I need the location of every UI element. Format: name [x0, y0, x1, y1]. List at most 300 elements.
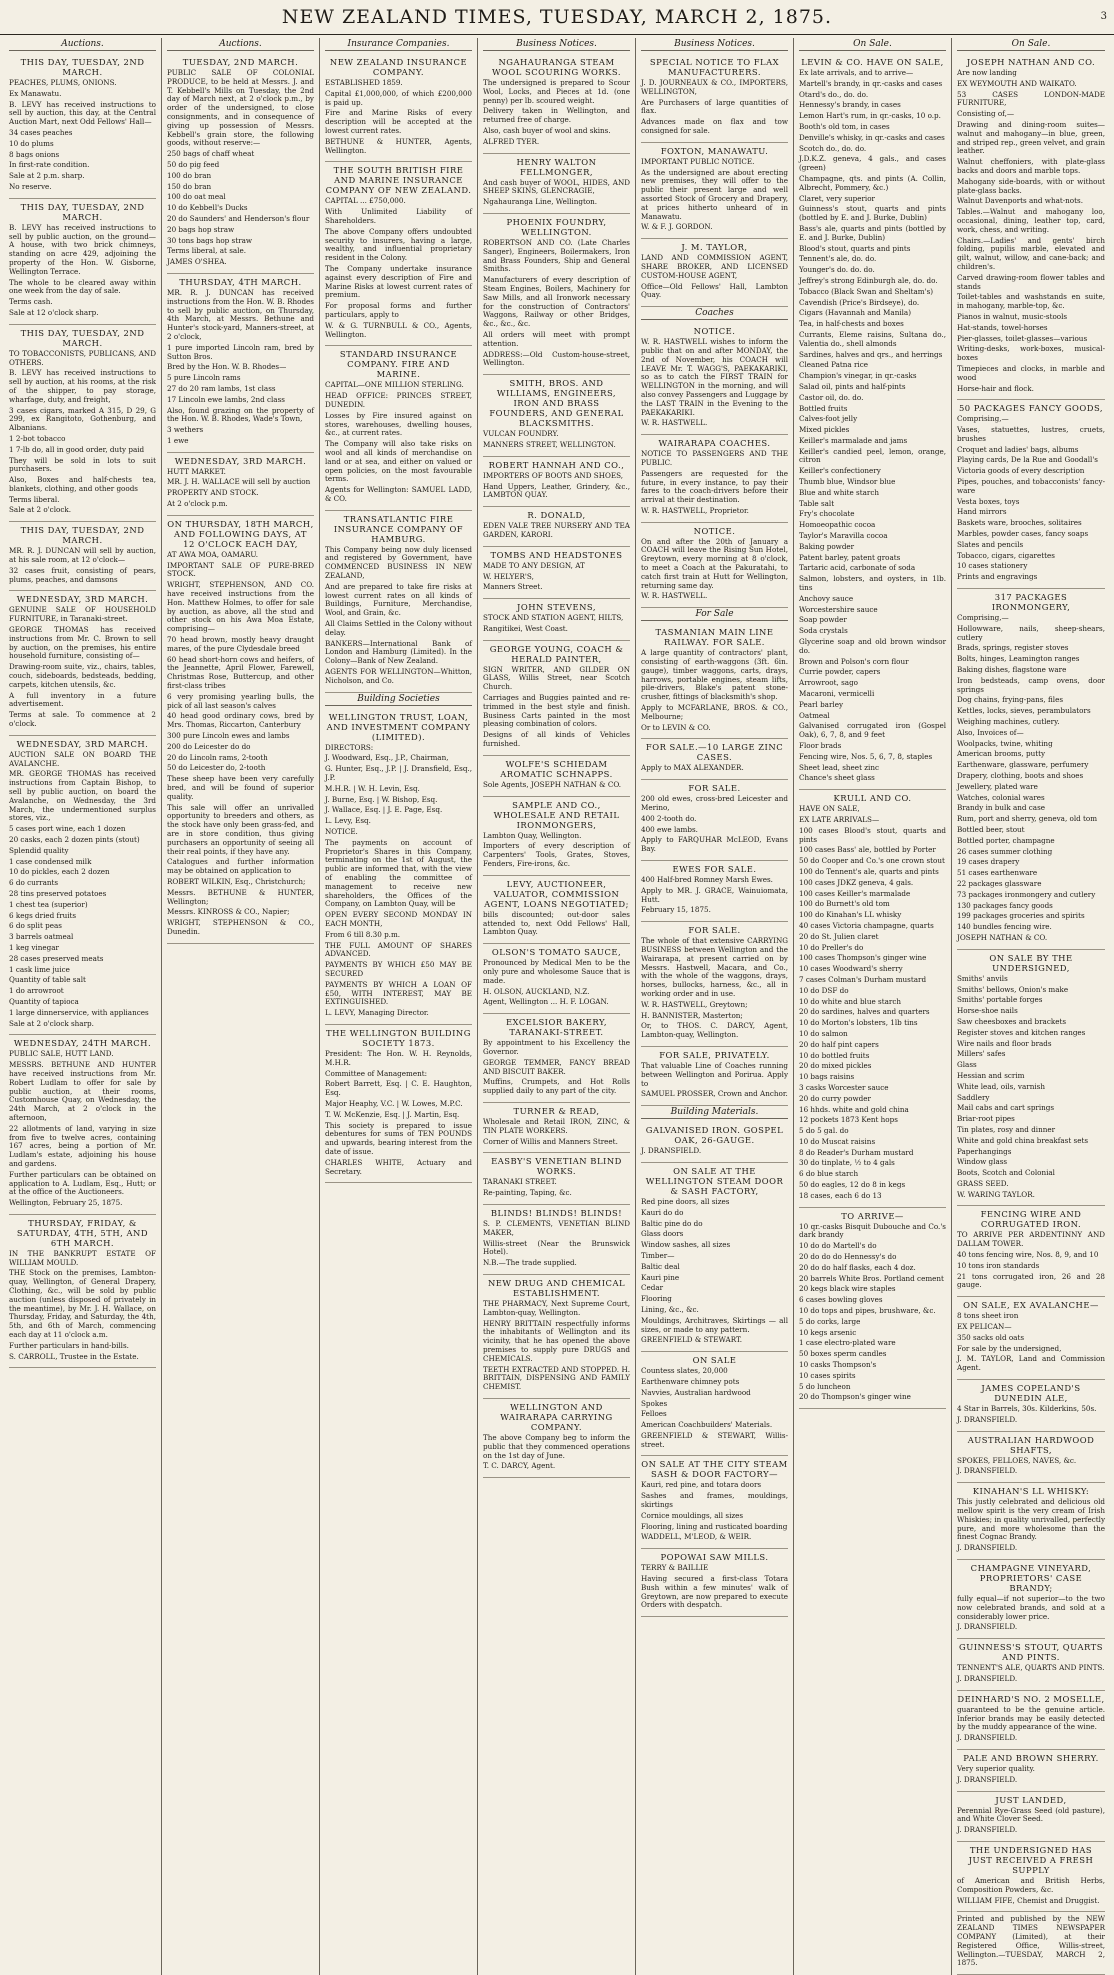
advertisement-text: Designs of all kinds of Vehicles furnished.	[483, 730, 630, 749]
advertisement-text: Taylor's Maravilla cocoa	[799, 531, 888, 541]
advertisement-text: 8 bags onions	[9, 149, 60, 159]
advertisement-text: H. OLSON, AUCKLAND, N.Z.	[483, 986, 590, 996]
advertisement-text: Cedar	[641, 1283, 664, 1293]
advertisement-text: Cavendish (Price's Birdseye), do.	[799, 297, 920, 307]
advertisement	[799, 1208, 946, 1410]
advertisement-text: fully equal—if not superior—to the two now celebrated brands, and sold at a considerably lower price.	[957, 1594, 1105, 1621]
advertisement-text: WRIGHT, STEPHENSON, AND CO. have received instructions from the Hon. Matthew Holmes, to offer for sale by auction, as above, all the stud and other stock on his Awa Moa Estate, comprising—	[167, 580, 314, 634]
advertisement-text: 51 cases earthenware	[957, 868, 1038, 878]
column-7	[952, 38, 1110, 1975]
advertisement-text: Worcestershire sauce	[799, 604, 878, 614]
advertisement-text: Quantity of tapioca	[9, 996, 79, 1006]
advertisement-heading: SAMPLE AND CO., WHOLESALE AND RETAIL IRONMONGERS,	[493, 799, 620, 830]
section-header: Auctions.	[9, 38, 156, 51]
advertisement-text: Macaroni, vermicelli	[799, 689, 875, 699]
advertisement-heading: NGAHAURANGA STEAM WOOL SCOURING WORKS.	[491, 57, 622, 77]
advertisement-text: Also, Boxes and half-chests tea, blankets, clothing, and other goods	[9, 475, 156, 493]
advertisement-text: 6 do currants	[9, 878, 59, 888]
advertisement-text: 40 tons fencing wire, Nos. 8, 9, and 10	[957, 1250, 1099, 1260]
advertisement-text: The whole to be cleared away within one week from the day of sale.	[9, 277, 156, 296]
advertisement-text: Rangitikei, West Coast.	[483, 623, 568, 633]
advertisement-text: Corner of Willis and Manners Street.	[483, 1136, 618, 1146]
advertisement-text: J. D. JOURNEAUX & CO., IMPORTERS, WELLINGTON,	[641, 78, 788, 96]
advertisement-heading: NOTICE.	[693, 326, 736, 337]
advertisement-text: TO ARRIVE PER ARDENTINNY AND DALLAM TOWER.	[957, 1230, 1105, 1249]
advertisement-text: S. CARROLL, Trustee in the Estate.	[9, 1351, 139, 1361]
advertisement-text: THE PHARMACY, Next Supreme Court, Lambton-quay, Wellington.	[483, 1298, 630, 1317]
advertisement	[483, 54, 630, 154]
advertisement-text: 20 do half pint capers	[799, 1039, 879, 1049]
advertisement	[641, 54, 788, 143]
advertisement-text: 150 do bran	[167, 181, 212, 191]
advertisement-text: Kauri do do	[641, 1207, 684, 1217]
advertisement-text: GEORGE TEMMER, FANCY BREAD AND BISCUIT BAKER.	[483, 1057, 630, 1076]
advertisement-text: Blue and white starch	[799, 487, 880, 497]
advertisement-text: WADDELL, M'LEOD, & WEIR.	[641, 1532, 752, 1542]
advertisement-text: Booth's old tom, in cases	[799, 121, 890, 131]
advertisement-text: 50 do eagles, 12 do 8 in kegs	[799, 1180, 906, 1190]
advertisement-text: Comprising,—	[957, 613, 1009, 623]
masthead-title: NEW ZEALAND TIMES, TUESDAY, MARCH 2, 1875.	[281, 6, 833, 28]
advertisement-text: Ex Manawatu.	[9, 88, 62, 98]
advertisement-text: TO TOBACCONISTS, PUBLICANS, AND OTHERS.	[9, 348, 156, 367]
advertisement-text: 5 pure Lincoln rams	[167, 373, 241, 383]
advertisement-heading: TURNER & READ,	[513, 1106, 600, 1116]
advertisement	[641, 1163, 788, 1352]
advertisement-text: Glass	[957, 1060, 977, 1070]
advertisement-text: Pronounced by Medical Men to be the only pure and wholesome Sauce that is made.	[483, 958, 630, 985]
advertisement-text: Keiller's candied peel, lemon, orange, citron	[799, 446, 946, 465]
advertisement-text: Salad oil, pints and half-pints	[799, 381, 906, 391]
advertisement-text: Tobacco (Black Swan and Sheltam's)	[799, 286, 934, 296]
advertisement-text: J.D.K.Z. geneva, 4 gals., and cases (green)	[799, 154, 946, 173]
advertisement-text: 30 tons bags hop straw	[167, 235, 253, 245]
advertisement-text: The whole of that extensive CARRYING BUSINESS between Wellington and the Wairarapa, at present carried on by Messrs. Hastwell, Macara, and Co., with the whole of the waggons, drays, horses, bullocks, harness, &c., all in working order and in use.	[641, 936, 788, 998]
advertisement-text: 10 casks Thompson's	[799, 1360, 877, 1370]
advertisement-text: Sheet lead, sheet zinc	[799, 762, 879, 772]
advertisement-text: Further particulars can be obtained on application to A. Ludlam, Esq., Hutt; or at the office of the Auctioneers.	[9, 1169, 156, 1197]
advertisement-text: Champion's vinegar, in qr.-casks	[799, 371, 917, 381]
advertisement-text: Brads, springs, register stoves	[957, 643, 1069, 653]
advertisement-text: Millers' safes	[957, 1049, 1006, 1059]
advertisement-text: Apply to FARQUHAR McLEOD, Evans Bay.	[641, 835, 788, 854]
advertisement-text: Tea, in half-chests and boxes	[799, 319, 904, 329]
advertisement-text: AUCTION SALE ON BOARD THE AVALANCHE.	[9, 749, 156, 768]
advertisement-heading: NEW DRUG AND CHEMICAL ESTABLISHMENT.	[487, 1277, 626, 1298]
advertisement-text: IMPORTERS OF BOOTS AND SHOES,	[483, 470, 624, 480]
advertisement-heading: THURSDAY, 4TH MARCH.	[179, 276, 302, 287]
advertisement-text: President: The Hon. W. H. Reynolds, M.H.R.	[325, 1048, 472, 1067]
advertisement	[641, 435, 788, 523]
advertisement-text: 140 bundles fencing wire.	[957, 922, 1052, 932]
advertisement-heading: TASMANIAN MAIN LINE RAILWAY. FOR SALE.	[655, 627, 774, 648]
advertisement-text: Earthenware chimney pots	[641, 1376, 740, 1386]
advertisement-text: Vases, statuettes, lustres, cruets, brushes	[957, 425, 1105, 443]
advertisement-heading: EXCELSIOR BAKERY, TARANAKI-STREET.	[505, 1017, 608, 1038]
advertisement-text: 200 old ewes, cross-bred Leicester and Merino,	[641, 794, 788, 813]
advertisement	[9, 199, 156, 325]
advertisement-text: Table salt	[799, 498, 835, 508]
advertisement-text: White and gold china breakfast sets	[957, 1135, 1089, 1145]
advertisement-text: 50 boxes sperm candles	[799, 1349, 887, 1359]
advertisement-heading: OLSON'S TOMATO SAUCE,	[491, 947, 622, 958]
advertisement-heading: THIS DAY, TUESDAY, 2ND MARCH.	[20, 57, 145, 77]
advertisement-text: 400 2-tooth do.	[641, 813, 697, 823]
advertisement	[483, 154, 630, 214]
advertisement-text: NOTICE.	[325, 827, 358, 837]
advertisement-text: Patent barley, patent groats	[799, 552, 901, 562]
advertisement-text: CAPITAL—ONE MILLION STERLING.	[325, 380, 464, 390]
advertisement-heading: GALVANISED IRON. GOSPEL OAK, 26-GAUGE.	[645, 1125, 784, 1146]
advertisement-text: 20 barrels White Bros. Portland cement	[799, 1273, 944, 1283]
advertisement-text: Drawing and dining-room suites—walnut and mahogany—in blue, green, and striped rep., green velvet, and grain leather.	[957, 119, 1105, 156]
advertisement-text: MADE TO ANY DESIGN, AT	[483, 560, 585, 570]
advertisement-text: The Company undertake insurance against every description of Fire and Marine Risks at lowest current rates of premium.	[325, 263, 472, 300]
advertisement-text: Terms liberal, at sale.	[167, 246, 247, 256]
advertisement-text: LAND AND COMMISSION AGENT, SHARE BROKER, AND LICENSED CUSTOM-HOUSE AGENT,	[641, 253, 788, 280]
advertisement	[641, 1352, 788, 1456]
advertisement-text: Messrs. KINROSS & CO., Napier;	[167, 907, 290, 917]
advertisement-text: This Company being now duly licensed and registered by Government, have COMMENCED BUSINESS IN NEW ZEALAND,	[325, 544, 472, 581]
advertisement-text: Marbles, powder cases, fancy soaps	[957, 529, 1089, 539]
advertisement-text: Further particulars in hand-bills.	[9, 1340, 129, 1350]
advertisement-text: 10 do salmon	[799, 1028, 848, 1038]
advertisement-text: THE Stock on the premises, Lambton-quay, Wellington, of General Drapery, Clothing, &c., will be sold by public auction (unless disposed of privately in the meantime), by Mr. J. H. Wallace, on Thursday, Friday, and Saturday, the 4th, 5th, and 6th of March, commencing each day at 11 o'clock a.m.	[9, 1268, 156, 1340]
advertisement	[957, 589, 1105, 950]
advertisement-text: 1 7-lb do, all in good order, duty paid	[9, 444, 145, 454]
advertisement-text: 1 keg vinegar	[9, 942, 59, 952]
advertisement-text: Lining, &c., &c.	[641, 1304, 699, 1314]
advertisement	[641, 523, 788, 609]
advertisement-text: 32 cases fruit, consisting of pears, plums, peaches, and damsons	[9, 565, 156, 584]
advertisement-text: Pier-glasses, toilet-glasses—various	[957, 333, 1088, 343]
advertisement-text: Hat-stands, towel-horses	[957, 322, 1048, 332]
advertisement-heading: ROBERT HANNAH AND CO.,	[488, 459, 625, 470]
advertisement-text: Office—Old Fellows' Hall, Lambton Quay.	[641, 281, 788, 300]
advertisement-text: For sale by the undersigned,	[957, 1343, 1062, 1353]
advertisement-text: These sheep have been very carefully bred, and will be found of superior quality.	[167, 774, 314, 801]
advertisement-text: PEACHES, PLUMS, ONIONS.	[9, 78, 117, 87]
advertisement-text: As the undersigned are about erecting new premises, they will offer to the public their present large and well assorted Stock of Grocery and Drapery, at prices hitherto unheard of in Manawatu.	[641, 167, 788, 221]
advertisement-text: Importers of every description of Carpenters' Tools, Grates, Stoves, Fenders, Fire-irons, &c.	[483, 841, 630, 869]
advertisement	[641, 780, 788, 861]
advertisement-text: Hessian and scrim	[957, 1070, 1025, 1080]
advertisement-text: 21 tons corrugated iron, 26 and 28 gauge.	[957, 1271, 1105, 1290]
advertisement-text: CAPITAL ... £750,000.	[325, 196, 406, 206]
advertisement-text: 28 tins preserved potatoes	[9, 888, 107, 898]
newspaper-columns	[4, 38, 1110, 1968]
advertisement-text: By appointment to his Excellency the Governor.	[483, 1038, 630, 1057]
advertisement-text: Spokes	[641, 1398, 668, 1408]
advertisement-text: Brown and Polson's corn flour	[799, 656, 909, 666]
column-1	[4, 38, 162, 1975]
advertisement-text: Keiller's marmalade and jams	[799, 435, 908, 445]
advertisement	[325, 54, 472, 162]
advertisement-text: HAVE ON SALE,	[799, 804, 860, 814]
advertisement-text: 100 cases Blood's stout, quarts and pints	[799, 825, 946, 844]
advertisement-text: Manners Street.	[483, 582, 543, 592]
advertisement-text: Window sashes, all sizes	[641, 1240, 731, 1250]
advertisement-text: This society is prepared to issue debentures for sums of TEN POUNDS and upwards, bearing interest from the date of issue.	[325, 1120, 472, 1156]
advertisement-text: 3 casks Worcester sauce	[799, 1082, 889, 1092]
advertisement-heading: PALE AND BROWN SHERRY.	[963, 1752, 1099, 1763]
advertisement-text: J. DRANSFIELD.	[957, 1543, 1018, 1553]
advertisement-text: J. DRANSFIELD.	[957, 1622, 1018, 1632]
advertisement-text: 20 do Thompson's ginger wine	[799, 1392, 911, 1402]
advertisement-text: Kauri, red pine, and totara doors	[641, 1480, 762, 1490]
advertisement-text: W. & F. J. GORDON.	[641, 222, 713, 232]
advertisement-text: 10 do Kebbell's Ducks	[167, 203, 248, 213]
advertisement-text: 20 do curry powder	[799, 1093, 871, 1103]
advertisement-text: DIRECTORS:	[325, 742, 374, 752]
advertisement-heading: J. M. TAYLOR,	[681, 242, 748, 253]
advertisement-text: 50 do Cooper and Co.'s one crown stout	[799, 856, 945, 866]
advertisement-text: Jewellery, plated ware	[957, 781, 1038, 791]
advertisement	[641, 323, 788, 435]
advertisement-heading: THE WELLINGTON BUILDING SOCIETY 1873.	[326, 1027, 471, 1048]
advertisement-text: HUTT MARKET.	[167, 466, 226, 476]
advertisement-text: Chairs.—Ladies' and gents' birch folding, pupilis marble, elevated and gilt, walnut, willow, and cane-back; and children's.	[957, 235, 1105, 271]
advertisement-text: VULCAN FOUNDRY.	[483, 429, 559, 439]
advertisement-text: Otard's do., do. do.	[799, 89, 869, 99]
advertisement-text: B. LEVY has received instructions to sell by auction, this day, at the Central Auction Mart, next Odd Fellows' Hall—	[9, 99, 156, 127]
advertisement-heading: PHOENIX FOUNDRY, WELLINGTON.	[506, 216, 607, 237]
advertisement-text: Timepieces and clocks, in marble and wood	[957, 363, 1105, 382]
advertisement-text: Baking dishes, flagstone ware	[957, 665, 1067, 675]
advertisement-text: 1 case electro-plated ware	[799, 1338, 896, 1348]
advertisement-text: OPEN EVERY SECOND MONDAY IN EACH MONTH,	[325, 910, 472, 928]
advertisement-text: J. Wallace, Esq. | J. E. Page, Esq.	[325, 805, 443, 815]
advertisement-text: J. Burne, Esq. | W. Bishop, Esq.	[325, 794, 438, 804]
advertisement-text: Cleaned Patna rice	[799, 360, 869, 370]
advertisement-text: 27 do 20 ram lambs, 1st class	[167, 383, 276, 393]
advertisement-text: Ngahauranga Line, Wellington.	[483, 197, 598, 207]
advertisement-text: 12 pockets 1873 Kent hops	[799, 1115, 898, 1125]
advertisement-text: B. LEVY has received instructions to sell by public auction, on the ground— A house, with two brick chimneys, standing on acre 429, adjoining the property of the Hon. W. Gisborne, Wellington Terrace.	[9, 222, 156, 276]
advertisement-heading: JOSEPH NATHAN AND CO.	[966, 57, 1096, 67]
advertisement-text: 5 do luncheon	[799, 1381, 851, 1391]
advertisement-text: 10 bags raisins	[799, 1072, 855, 1082]
advertisement-text: HENRY BRITTAIN respectfully informs the inhabitants of Wellington and its vicinity, that he has opened the above premises to supply pure DRUGS and CHEMICALS.	[483, 1318, 630, 1363]
advertisement	[957, 1297, 1105, 1380]
advertisement-text: 1 pure imported Lincoln ram, bred by Sutton Bros.	[167, 342, 314, 361]
advertisement-text: Soda crystals	[799, 626, 848, 636]
advertisement-text: This sale will offer an unrivalled opportunity to breeders and others, as the stock have only been grass-fed, and are in store condition, thus giving purchasers an opportunity of seeing all their real points, if they have any.	[167, 802, 314, 856]
section-header: Coaches	[641, 307, 788, 320]
advertisement-text: Galvanised corrugated iron (Gospel Oak), 6, 7, 8, and 9 feet	[799, 721, 946, 740]
advertisement-text: IMPORTANT SALE OF PURE-BRED STOCK.	[167, 560, 314, 579]
advertisement-heading: LEVIN & CO. HAVE ON SALE,	[801, 57, 944, 67]
advertisement	[483, 1103, 630, 1153]
advertisement-text: N.B.—The trade supplied.	[483, 1258, 577, 1268]
advertisement-text: 250 bags of chaff wheat	[167, 149, 255, 159]
advertisement-text: Baltic pine do do	[641, 1218, 703, 1228]
advertisement	[641, 624, 788, 739]
advertisement-text: 28 cases preserved meats	[9, 953, 104, 963]
advertisement-text: GENUINE SALE OF HOUSEHOLD FURNITURE, in Taranaki-street.	[9, 605, 156, 624]
advertisement-text: Navvies, Australian hardwood	[641, 1387, 751, 1397]
advertisement-text: Wire nails and floor brads	[957, 1038, 1052, 1048]
advertisement-text: J. DRANSFIELD.	[957, 1466, 1018, 1476]
advertisement-text: Wholesale and Retail IRON, ZINC, & TIN PLATE WORKERS.	[483, 1117, 630, 1135]
advertisement	[799, 54, 946, 790]
advertisement-text: 100 do bran	[167, 170, 212, 180]
advertisement-text: L. Levy, Esq.	[325, 816, 371, 826]
advertisement-text: The payments on account of Proprietor's Shares in this Company, terminating on the 1st of August, the public are informed that, with the view of enabling the committee of management to receive new shareholders, the Offices of the Company, on Lambton Quay, will be	[325, 837, 472, 909]
advertisement-text: PUBLIC SALE, HUTT LAND.	[9, 1049, 114, 1059]
advertisement-text: Thumb blue, Windsor blue	[799, 477, 896, 487]
advertisement-text: All Claims Settled in the Colony without delay.	[325, 619, 472, 637]
advertisement-heading: TOMBS AND HEADSTONES	[490, 549, 623, 560]
advertisement-text: 1 do arrowroot	[9, 986, 64, 996]
advertisement-text: Chance's sheet glass	[799, 773, 875, 783]
advertisement-text: 40 cases Victoria champagne, quarts	[799, 920, 934, 930]
advertisement-text: TEETH EXTRACTED AND STOPPED. H. BRITTAIN, DISPENSING AND FAMILY CHEMIST.	[483, 1364, 630, 1392]
advertisement-text: bills discounted; out-door sales attended to, next Odd Fellows' Hall, Lambton Quay.	[483, 909, 630, 937]
advertisement	[641, 1047, 788, 1106]
advertisement-text: On and after the 20th of January a COACH will leave the Rising Sun Hotel, Greytown, every morning at 8 o'clock, to meet a Coach at the Pakuratahi, to catch first train at Hutt for Wellington, returning same day.	[641, 536, 788, 590]
advertisement-heading: 317 PACKAGES IRONMONGERY,	[991, 592, 1071, 613]
advertisement-text: ADDRESS:—Old Custom-house-street, Wellington.	[483, 349, 630, 368]
advertisement-text: 50 do pig feed	[167, 159, 220, 169]
advertisement-text: NOTICE TO PASSENGERS AND THE PUBLIC.	[641, 449, 788, 467]
advertisement-text: Capital £1,000,000, of which £200,000 is paid up.	[325, 88, 472, 107]
advertisement-text: Perennial Rye-Grass Seed (old pasture), and White Clover Seed.	[957, 1805, 1105, 1824]
advertisement-text: W. R. HASTWELL wishes to inform the public that on and after MONDAY, the 2nd of November, his COACH will LEAVE Mr. T. WAGG'S, PAEKAKARIKI, so as to catch the FIRST TRAIN for WELLINGTON in the morning, and will also convey Passengers and Luggage by the LAST TRAIN in the Evening to the PAEKAKARIKI.	[641, 337, 788, 417]
advertisement-text: Are Purchasers of large quantities of flax.	[641, 97, 788, 116]
advertisement	[483, 756, 630, 797]
advertisement-text: W. HELYER'S,	[483, 571, 534, 581]
advertisement-text: Watches, colonial wares	[957, 792, 1045, 802]
advertisement-heading: WELLINGTON AND WAIRARAPA CARRYING COMPANY.	[500, 1401, 613, 1432]
advertisement-text: Sale at 2 o'clock.	[9, 505, 71, 515]
advertisement	[957, 1560, 1105, 1639]
advertisement-text: 10 kegs arsenic	[799, 1327, 857, 1337]
advertisement	[483, 876, 630, 944]
advertisement-text: A full inventory in a future advertisement.	[9, 690, 156, 709]
advertisement-text: Anchovy sauce	[799, 593, 854, 603]
advertisement-text: Woolpacks, twine, whiting	[957, 738, 1053, 748]
advertisement-text: Having secured a first-class Totara Bush within a few minutes' walk of Greytown, are now prepared to execute Orders with despatch.	[641, 1574, 788, 1610]
advertisement-text: 22 allotments of land, varying in size from five to twelve acres, containing 167 acres, being a portion of Mr. Ludlam's estate, adjoining his house and gardens.	[9, 1123, 156, 1168]
advertisement-text: Countess slates, 20,000	[641, 1366, 728, 1376]
advertisement-text: 20 do sardines, halves and quarters	[799, 1007, 930, 1017]
advertisement-text: SIGN WRITER, AND GILDER ON GLASS, Willis Street, near Scotch Church.	[483, 664, 630, 692]
advertisement-text: Soap powder	[799, 615, 847, 625]
advertisement-text: Baskets ware, brooches, solitaires	[957, 518, 1082, 528]
advertisement-text: TENNENT'S ALE, QUARTS AND PINTS.	[957, 1663, 1105, 1673]
advertisement-text: Manufacturers of every description of Steam Engines, Boilers, Machinery for Saw Mills, and all Ironwork necessary for the construction of Contractors' Waggons, Railway or other Bridges, &c., &c., &c.	[483, 275, 630, 329]
advertisement-heading: R. DONALD,	[527, 510, 586, 521]
advertisement-heading: WOLFE'S SCHIEDAM AROMATIC SCHNAPPS.	[500, 758, 613, 779]
advertisement-heading: JUST LANDED,	[995, 1794, 1067, 1805]
advertisement	[641, 239, 788, 307]
advertisement-text: MR. R. J. DUNCAN has received instructions from the Hon. W. B. Rhodes to sell by public auction, on Thursday, 4th March, at Messrs. Bethune and Hunter's stock-yard, Manners-street, at 2 o'clock,	[167, 287, 314, 341]
advertisement-text: EDEN VALE TREE NURSERY AND TEA GARDEN, KARORI.	[483, 521, 630, 539]
advertisement-heading: TO ARRIVE—	[841, 1210, 904, 1221]
advertisement-text: Losses by Fire insured against on stores, warehouses, dwelling houses, &c., at current rates.	[325, 410, 472, 438]
advertisement-text: 50 do Leicester do, 2-tooth	[167, 763, 266, 773]
advertisement-text: Carved drawing-room flower tables and stands	[957, 272, 1105, 291]
masthead	[0, 0, 1114, 35]
advertisement-text: Baking powder	[799, 541, 855, 551]
advertisement	[957, 400, 1105, 589]
advertisement	[483, 375, 630, 457]
advertisement-text: EX PELICAN—	[957, 1322, 1012, 1332]
advertisement-text: CHARLES WHITE, Actuary and Secretary.	[325, 1157, 472, 1176]
advertisement-text: 10 cases stationery	[957, 561, 1028, 571]
advertisement-text: Iron bedsteads, camp ovens, door springs	[957, 675, 1105, 694]
advertisement-heading: ON SALE AT THE WELLINGTON STEAM DOOR & SASH FACTORY,	[645, 1165, 784, 1196]
advertisement	[483, 1399, 630, 1478]
advertisement	[9, 325, 156, 523]
advertisement-text: Floor brads	[799, 741, 842, 750]
advertisement-text: 5 cases port wine, each 1 dozen	[9, 824, 126, 834]
advertisement-text: Kettles, locks, sieves, perambulators	[957, 706, 1091, 716]
advertisement-text: HEAD OFFICE: PRINCES STREET, DUNEDIN.	[325, 391, 472, 409]
advertisement-text: Champagne, qts. and pints (A. Collin, Albrecht, Pommery, &c.)	[799, 173, 946, 192]
advertisement-text: 34 cases peaches	[9, 127, 73, 137]
advertisement	[325, 346, 472, 510]
advertisement	[483, 214, 630, 375]
advertisement-text: PUBLIC SALE OF COLONIAL PRODUCE, to be held at Messrs. J. and T. Kebbell's Mills on Tuesday, the 2nd day of March next, at 2 o'clock p.m., by order of the undersigned, to close consignments, and in consequence of giving up possession of Messrs. Kebbell's grain store, the following goods, without reserve:—	[167, 68, 314, 148]
advertisement-text: 6 kegs dried fruits	[9, 910, 77, 920]
advertisement-text: SPOKES, FELLOES, NAVES, &c.	[957, 1455, 1077, 1465]
advertisement-heading: FENCING WIRE AND CORRUGATED IRON.	[980, 1209, 1082, 1230]
advertisement-text: In first-rate condition.	[9, 160, 90, 170]
advertisement-text: Glycerine soap and old brown windsor do.	[799, 637, 946, 655]
advertisement-text: 1 2-bot tobacco	[9, 433, 66, 443]
advertisement-text: Castor oil, do. do.	[799, 392, 864, 402]
advertisement-text: PAYMENTS BY WHICH A LOAN OF £50, WITH INTEREST, MAY BE EXTINGUISHED.	[325, 979, 472, 1007]
advertisement-text: Hand Uppers, Leather, Grindery, &c., LAMBTON QUAY.	[483, 481, 630, 500]
advertisement-text: Horse-hair and flock.	[957, 383, 1034, 393]
advertisement-text: Playing cards, De la Rue and Goodall's	[957, 455, 1098, 465]
advertisement-text: Quantity of table salt	[9, 975, 86, 985]
advertisement-text: And are prepared to take fire risks at lowest current rates on all kinds of Buildings, Furniture, Merchandise, Wool, and Grain, &c.	[325, 581, 472, 618]
advertisement-heading: FOR SALE.—10 LARGE ZINC CASES.	[645, 742, 784, 763]
advertisement-text: From 6 till 8.30 p.m.	[325, 929, 401, 939]
advertisement-text: Claret, very superior	[799, 193, 875, 203]
section-header: On Sale.	[957, 38, 1105, 51]
advertisement-text: 1 large dinnerservice, with appliances	[9, 1007, 149, 1017]
advertisement-text: American brooms, putty	[957, 749, 1046, 759]
advertisement	[483, 547, 630, 599]
advertisement-heading: CHAMPAGNE VINEYARD, PROPRIETORS' CASE BRANDY;	[970, 1563, 1092, 1594]
advertisement-text: Slates and pencils	[957, 539, 1024, 549]
advertisement-text: Prints and engravings	[957, 572, 1038, 582]
advertisement-text: 10 do do Martell's do	[799, 1241, 877, 1251]
advertisement-heading: DEINHARD'S NO. 2 MOSELLE,	[957, 1693, 1105, 1704]
advertisement-text: Baltic deal	[641, 1261, 680, 1271]
advertisement	[483, 1014, 630, 1103]
advertisement-heading: AUSTRALIAN HARDWOOD SHAFTS,	[967, 1434, 1095, 1455]
advertisement-heading: JOHN STEVENS,	[516, 602, 597, 613]
advertisement-text: 20 do Lincoln rams, 2-tooth	[167, 752, 268, 762]
advertisement-text: ALFRED TYER.	[483, 136, 540, 146]
column-6	[794, 38, 952, 1975]
advertisement-text: 20 do do half flasks, each 4 doz.	[799, 1262, 916, 1272]
advertisement-text: 10 qr.-casks Bisquit Dubouche and Co.'s dark brandy	[799, 1221, 946, 1240]
advertisement-heading: ON SALE	[692, 1355, 737, 1366]
advertisement-text: 10 cases spirits	[799, 1370, 856, 1380]
advertisement-text: Sardines, halves and qrs., and herrings	[799, 349, 943, 359]
advertisement-heading: WEDNESDAY, 3RD MARCH.	[16, 738, 149, 749]
advertisement	[641, 1549, 788, 1617]
advertisement-text: 1 cask lime juice	[9, 964, 70, 974]
advertisement-text: W. R. HASTWELL, Greytown;	[641, 999, 748, 1009]
advertisement	[641, 922, 788, 1047]
